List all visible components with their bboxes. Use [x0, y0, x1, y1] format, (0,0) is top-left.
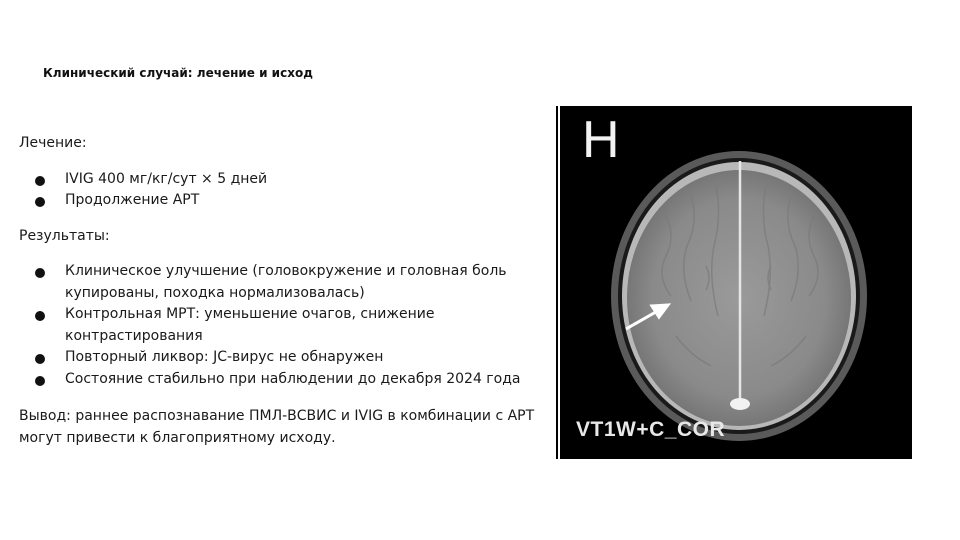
slide-title: Клинический случай: лечение и исход — [43, 66, 313, 80]
list-item — [19, 169, 549, 191]
list-item — [19, 304, 549, 347]
treatment-list — [19, 169, 549, 212]
results-label: Результаты: — [19, 227, 110, 244]
conclusion-text: Вывод: раннее распознавание ПМЛ-ВСВИС и IVIG в комбинации с АРТ могут привести к благоприятному исходу. — [19, 408, 535, 446]
bullet-icon — [35, 311, 45, 321]
list-item — [19, 261, 549, 304]
figure-border — [558, 106, 560, 459]
bullet-icon — [35, 268, 45, 278]
bullet-icon — [35, 197, 45, 207]
results-item-3: Повторный ликвор: JC-вирус не обнаружен — [65, 349, 384, 365]
treatment-item-1: IVIG 400 мг/кг/сут × 5 дней — [65, 170, 268, 187]
treatment-label: Лечение: — [19, 135, 87, 151]
sinus-enhancement — [730, 398, 750, 410]
bullet-icon — [35, 376, 45, 386]
list-item — [19, 347, 549, 369]
list-item — [19, 369, 549, 391]
results-item-2: Контрольная МРТ: уменьшение очагов, снижение контрастирования — [65, 306, 435, 344]
content-body — [19, 133, 549, 449]
results-item-4: Состояние стабильно при наблюдении до декабря 2024 года — [65, 370, 521, 387]
bullet-icon — [35, 176, 45, 186]
treatment-item-2: Продолжение АРТ — [65, 192, 200, 208]
sequence-label: VT1W+C_COR — [576, 418, 726, 441]
mri-image — [556, 106, 912, 459]
panel-letter: H — [582, 111, 620, 169]
results-list — [19, 261, 549, 390]
list-item — [19, 190, 549, 212]
bullet-icon — [35, 354, 45, 364]
results-item-1: Клиническое улучшение (головокружение и головная боль купированы, походка нормализовалась) — [65, 263, 507, 301]
